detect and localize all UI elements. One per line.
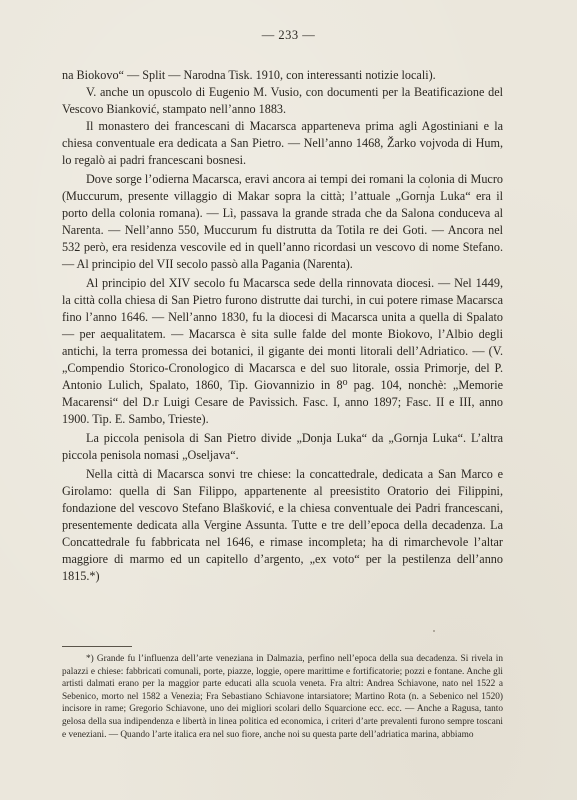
paragraph-mucro-colonia: Dove sorge l’odierna Macarsca, eravi ancora ai tempi dei romani la colonia di Mucro (Muccurum, presente villaggio di Makar sopra la città; l’attuale „Gornja Luka“ era il porto della colonia romana). — Lì, passava la grande strada che da Salona conduceva al Narenta. — Nell’anno 550, Muccurum fu distrutta da Totila re dei Goti. — Ancora nel 532 però, era residenza vescovile ed in quell’anno ricordasi un vescovo di nome Stefano. — Al principio del VII secolo passò alla Pagania (Narenta). bbox=[62, 172, 503, 271]
paragraph-vusio-opuscolo: V. anche un opuscolo di Eugenio M. Vusio, con documenti per la Beatificazione del Vescovo Bianković, stampato nell’anno 1883. bbox=[62, 85, 503, 116]
page-number: — 233 — bbox=[261, 28, 316, 42]
footnote-rule bbox=[62, 646, 132, 647]
paper-speck bbox=[433, 630, 435, 632]
paper-speck bbox=[428, 186, 430, 188]
paragraph-chiese: Nella città di Macarsca sonvi tre chiese: la concattedrale, dedicata a San Marco e Girolamo: quella di San Filippo, appartenente al preesistito Oratorio dei Filippini, fondazione del vescovo Stefano Blašković, e la chiesa conventuale dei Padri francescani, presentemente dedicata alla Vergine Assunta. Tutte e tre dell’epoca della decadenza. La Concattedrale fu fabbricata nel 1646, e rimase incompleta; ha di rimarchevole l’altar maggiore di marmo ed un capitello d’argento, „ex voto“ per la pestilenza dell’anno 1815.*) bbox=[62, 467, 503, 583]
footnote-body: Grande fu l’influenza dell’arte veneziana in Dalmazia, perfino nell’epoca della sua decadenza. Si rivela in palazzi e chiese: fabbricati comunali, porte, piazze, loggie, opere marittime e fortificatorie; pozzi e fontane. Anche gli artisti dalmati erano per la maggior parte educati alla scuola veneta. Fra altri: Andrea Schiavone, nato nel 1522 a Sebenico, morto nel 1582 a Venezia; Fra Sebastiano Schiavone intarsiatore; Martino Rota (n. a Sebenico nel 1520) incisore in rame; Gregorio Schiavone, uno dei migliori scolari dello Squarcione ecc. ecc. — Anche a Ragusa, tanto gelosa della sua indipendenza e libertà in linea politica ed economica, i criteri d’arte prevalenti furono sempre toscani e veneziani. — Quando l’arte italica era nel suo fiore, anche noi su questa parte dell’adriatica marina, abbiamo bbox=[62, 654, 504, 740]
footnote-marker: *) bbox=[86, 654, 94, 664]
paragraph-penisola: La piccola penisola di San Pietro divide „Donja Luka“ da „Gornja Luka“. L’altra piccola penisola nomasi „Oseljava“. bbox=[62, 431, 503, 462]
paragraph-citation-end: na Biokovo“ — Split — Narodna Tisk. 1910, con interessanti notizie locali). bbox=[62, 68, 436, 82]
footnote-text bbox=[62, 653, 503, 741]
paragraph-monastero: Il monastero dei francescani di Macarsca apparteneva prima agli Agostiniani e la chiesa conventuale era dedicata a San Pietro. — Nell’anno 1468, Žarko vojvoda di Hum, lo regalò ai padri francescani bosnesi. bbox=[62, 119, 503, 167]
footnote bbox=[62, 653, 503, 741]
paragraph-diocesi: Al principio del XIV secolo fu Macarsca sede della rinnovata diocesi. — Nel 1449, la città colla chiesa di San Pietro furono distrutte dai turchi, in cui potere rimase Macarsca fino l’anno 1646. — Nell’anno 1830, fu la diocesi di Macarsca unita a quella di Spalato — per aequalitatem. — Macarsca è sita sulle falde del monte Biokovo, l’Albio degli antichi, la terra promessa dei botanici, il gigante dei monti litorali dell’Adriatico. — (V. „Compendio Storico-Cronologico di Macarsca e del suo litorale, ossia Primorje, del P. Antonio Lulich, Spalato, 1860, Tip. Giovannizio in 8⁰ pag. 104, nonchè: „Memorie Macarensi“ del D.r Luigi Cesare de Pavissich. Fasc. I, anno 1897; Fasc. II e III, anno 1900. Tip. E. Sambo, Trieste). bbox=[62, 276, 503, 426]
main-text bbox=[62, 67, 503, 585]
